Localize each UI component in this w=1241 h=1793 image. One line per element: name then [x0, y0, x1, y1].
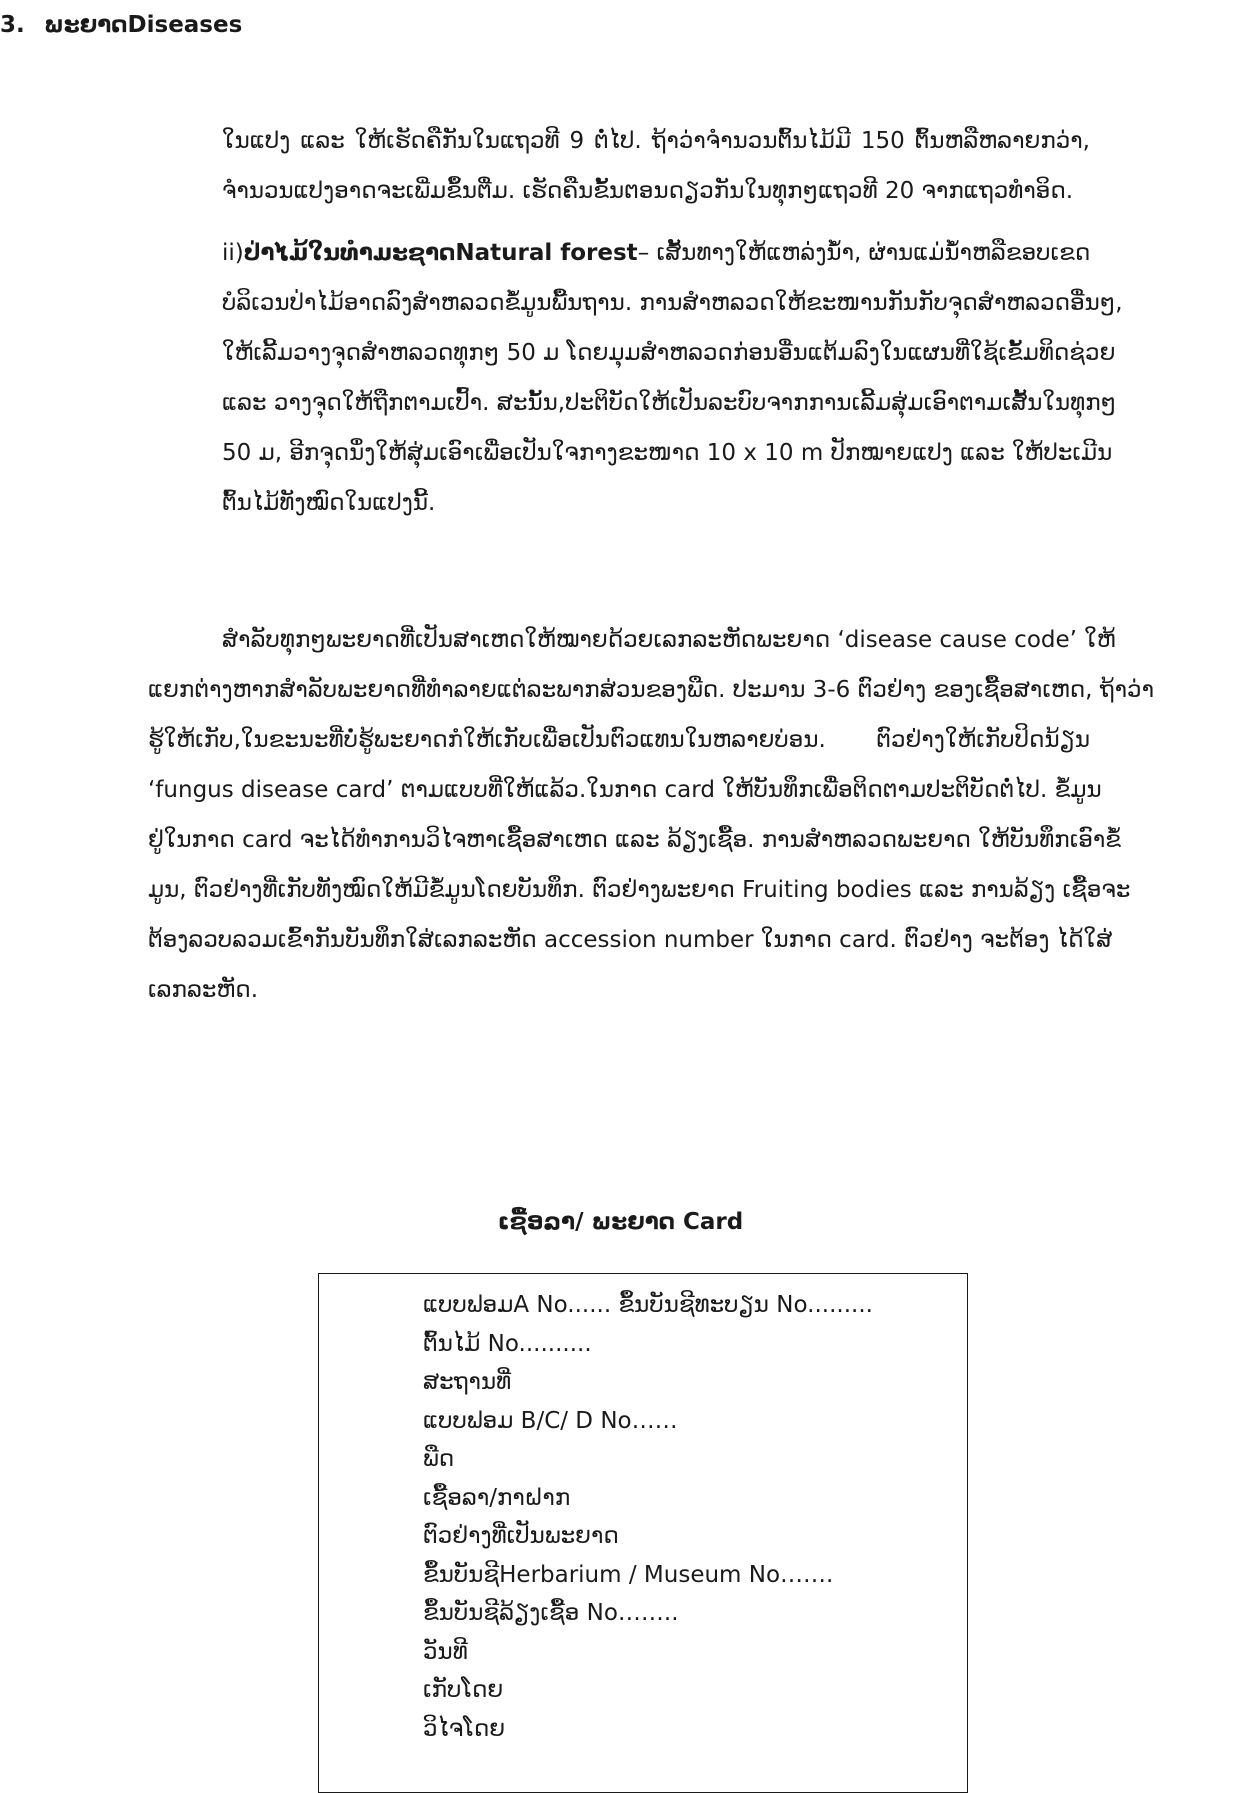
diseases-paragraph [148, 615, 1154, 1015]
card-field-culture-no: ຂຶ້ນບັນຊີລ້ຽງເຊື້ອ No…….. [423, 1600, 679, 1626]
list-marker: ii) [222, 240, 244, 266]
list-item-natural-forest [222, 228, 1123, 528]
paragraph-line: ເລກລະຫັດ. [148, 977, 259, 1003]
list-item-line: ບໍລິເວນປ່າໄມ້ອາດລົງສຳຫລວດຂໍ້ມູນພື້ນຖານ. ການສຳຫລວດໃຫ້ຂະໜານກັນກັບຈຸດສຳຫລວດອື່ນໆ, [222, 290, 1123, 316]
card-field-tree-no: ຕົ້ນໄມ້ No.......... [423, 1330, 592, 1357]
intro-text [222, 116, 1090, 216]
card-field-location: ສະຖານທີ່ [423, 1369, 512, 1395]
paragraph-line: ສຳລັບທຸກໆພະຍາດທີ່ເປັນສາເຫດໃຫ້ໝາຍດ້ວຍເລກລະຫັດພະຍາດ ‘disease cause code’ ໃຫ້ [222, 627, 1116, 653]
card-field-analyzed-by: ວິໄຈໂດຍ [423, 1715, 506, 1742]
card-field-form-a: ແບບຟອມA No...... ຂຶ້ນບັນຊີທະບຽນ No......... [423, 1292, 873, 1318]
card-fields [423, 1286, 873, 1748]
paragraph-line: ມູນ, ຕົວຢ່າງທີ່ເກັບທັງໝົດໃຫ້ມີຂໍ້ມູນໂດຍບັນທຶກ. ຕົວຢ່າງພະຍາດ Fruiting bodies ແລະ ການລ້ຽງ ເຊື້ອຈະ [148, 877, 1131, 903]
section-heading [0, 0, 1241, 50]
list-item-line: 50 ມ, ອີກຈຸດນຶ່ງໃຫ້ສຸ່ມເອົາເພື່ອເປັນໃຈກາງຂະໜາດ 10 x 10 m ປັກໝາຍແປງ ແລະ ໃຫ້ປະເມີນ [222, 440, 1113, 466]
card-field-herbarium-no: ຂຶ້ນບັນຊີHerbarium / Museum No……. [423, 1561, 834, 1588]
intro-line: ຈຳນວນແປງອາດຈະເພີ່ມຂຶ້ນຕື່ມ. ເຮັດຄືນຂັ້ນຕອນດຽວກັນໃນທຸກໆແຖວທີ 20 ຈາກແຖວທຳອິດ. [222, 178, 1074, 204]
card-field-date: ວັນທີ [423, 1638, 468, 1665]
paragraph-line: ຕ້ອງລວບລວມເຂົ້າກັນບັນທຶກໃສ່ເລກລະຫັດ accession number ໃນກາດ card. ຕົວຢ່າງ ຈະຕ້ອງ ໄດ້ໃສ່ [148, 927, 1113, 953]
list-item-title-rest: – ເສັ້ນທາງໃຫ້ແຫລ່ງນ້ຳ, ຜ່ານແມ່ນ້ຳຫລືຂອບເຂດ [637, 240, 1091, 266]
list-item-line: ແລະ ວາງຈຸດໃຫ້ຖືກຕາມເປົ້າ. ສະນັ້ນ,ປະຕິບັດໃຫ້ເປັນລະບົບຈາກການເລີ້ມສຸ່ມເອົາຕາມເສັ້ນໃນທຸກໆ [222, 390, 1117, 416]
card-field-form-bcd: ແບບຟອມ B/C/ D No…… [423, 1407, 678, 1434]
card-field-diseased-sample: ຕົວຢ່າງທີ່ເປັນພະຍາດ [423, 1523, 619, 1549]
section-number: 3. [0, 12, 25, 38]
card-title: ເຊື້ອລາ/ ພະຍາດ Card [497, 1209, 744, 1235]
card-field-fungus-parasite: ເຊື້ອລາ/ກາຝາກ [423, 1484, 571, 1511]
list-item-line: ຕົ້ນໄມ້ທັງໝົດໃນແປງນີ້. [222, 490, 436, 516]
list-item-heading-line [222, 228, 1090, 278]
list-item-title: ປ່າໄມ້ໃນທຳມະຊາດNatural forest [243, 240, 638, 266]
card-field-collected-by: ເກັບໂດຍ [423, 1677, 504, 1703]
paragraph-line: ແຍກຕ່າງຫາກສຳລັບພະຍາດທີ່ທຳລາຍແຕ່ລະພາກສ່ວນຂອງພືດ. ປະມານ 3-6 ຕົວຢ່າງ ຂອງເຊື້ອສາເຫດ, ຖ້າວ່າ [148, 677, 1154, 703]
paragraph-line: ຢູ່ໃນກາດ card ຈະໄດ້ທຳການວິໄຈຫາເຊື້ອສາເຫດ ແລະ ລ້ຽງເຊື້ອ. ການສຳຫລວດພະຍາດ ໃຫ້ບັນທຶກເອົາຂໍ້ [148, 827, 1122, 853]
list-item-line: ໃຫ້ເລີ້ມວາງຈຸດສຳຫລວດທຸກໆ 50 ມ ໂດຍມຸມສຳຫລວດກ່ອນອື່ນແຕ້ມລົງໃນແຜນທີ່ໃຊ້ເຂັ້ມທິດຊ່ວຍ [222, 340, 1116, 366]
intro-line: ໃນແປງ ແລະ ໃຫ້ເຮັດຄືກັນໃນແຖວທີ 9 ຕໍ່ໄປ. ຖ້າວ່າຈຳນວນຕົ້ນໄມ້ມີ 150 ຕົ້ນຫລືຫລາຍກວ່າ, [222, 128, 1090, 154]
card-field-plant: ພືດ [423, 1446, 455, 1472]
paragraph-line: ຮູ້ໃຫ້ເກັບ,ໃນຂະນະທີ່ບໍ່ຮູ້ພະຍາດກໍໃຫ້ເກັບເພື່ອເປັນຕົວແທນໃນຫລາຍບ່ອນ. ຕົວຢ່າງໃຫ້ເກັບປິດນ້ຽນ [148, 727, 1090, 753]
section-title: ພະຍາດDiseases [44, 12, 243, 38]
paragraph-line: ‘fungus disease card’ ຕາມແບບທີ່ໃຫ້ແລ້ວ.ໃນກາດ card ໃຫ້ບັນທຶກເພື່ອຕິດຕາມປະຕິບັດຕໍ່ໄປ. ຂໍ້ມູນ [148, 777, 1102, 803]
